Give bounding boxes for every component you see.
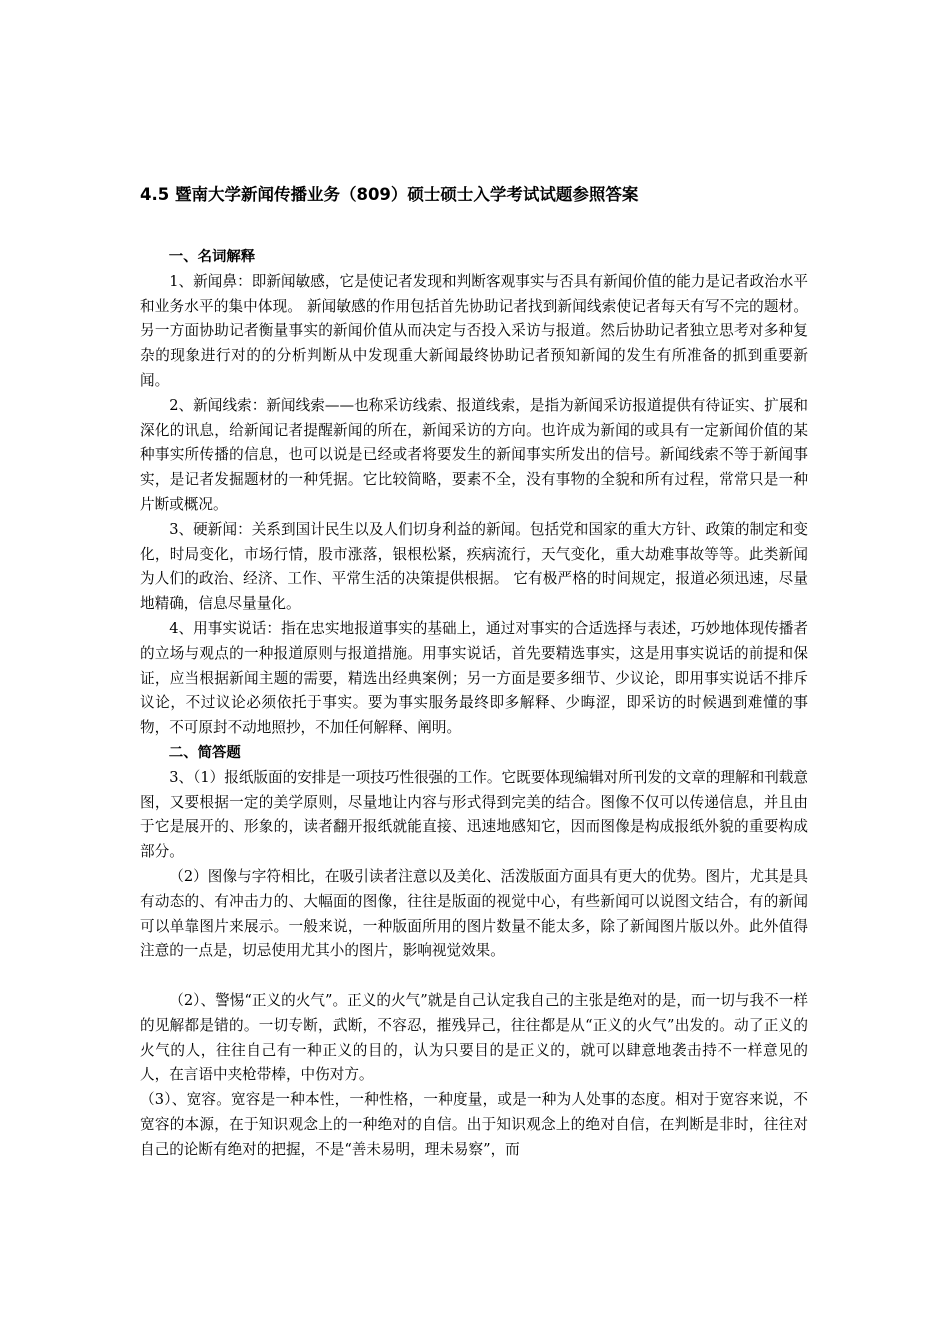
paragraph-facts-speak: 4、用事实说话：指在忠实地报道事实的基础上，通过对事实的合适选择与表述，巧妙地体现传播者的立场与观点的一种报道原则与报道措施。用事实说话，首先要精选事实，这是用事实说话的前提和保证，应当根据新闻主题的需要，精选出经典案例；另一方面是要多细节、少议论，即用事实说话不排斥议论，不过议论必须依托于事实。要为事实服务最终即多解释、少晦涩，即采访的时候遇到难懂的事物，不可原封不动地照抄，不加任何解释、阐明。: [140, 619, 808, 737]
paragraph-news-nose: 1、新闻鼻：即新闻敏感，它是使记者发现和判断客观事实与否具有新闻价值的能力是记者政治水平和业务水平的集中体现。 新闻敏感的作用包括首先协助记者找到新闻线索使记者每天有写不完的题材。另一方面协助记者衡量事实的新闻价值从而决定与否投入采访与报道。然后协助记者独立思考对多种复杂的现象进行对的的分析判断从中发现重大新闻最终协助记者预知新闻的发生有所准备的抓到重要新闻。: [140, 272, 808, 389]
section-heading-terms: 一、名词解释: [168, 249, 256, 265]
paragraph-tolerance: （3）、宽容。宽容是一种本性，一种性格，一种度量，或是一种为人处事的态度。相对于宽容来说，不宽容的本源，在于知识观念上的一种绝对的自信。出于知识观念上的绝对自信，在判断是非时，往往对自己的论断有绝对的把握，不是“善未易明，理未易察”，而: [140, 1091, 808, 1158]
page-title: 4.5 暨南大学新闻传播业务（809）硕士硕士入学考试试题参照答案: [140, 185, 639, 204]
section-heading-short-answer: 二、简答题: [168, 744, 241, 761]
paragraph-layout-2: （2）图像与字符相比，在吸引读者注意以及美化、活泼版面方面具有更大的优势。图片，尤其是具有动态的、有冲击力的、大幅面的图像，往往是版面的视觉中心，有些新闻可以说图文结合，有的新闻可以单靠图片来展示。一般来说，一种版面所用的图片数量不能太多，除了新闻图片版以外。此外值得注意的一点是，切忌使用尤其小的图片，影响视觉效果。: [140, 867, 808, 960]
paragraph-news-clue: 2、新闻线索：新闻线索——也称采访线索、报道线索，是指为新闻采访报道提供有待证实、扩展和深化的讯息，给新闻记者提醒新闻的所在，新闻采访的方向。也许成为新闻的或具有一定新闻价值的某种事实所传播的信息，也可以说是已经或者将要发生的新闻事实所发出的信号。新闻线索不等于新闻事实，是记者发掘题材的一种凭据。它比较简略，要素不全，没有事物的全貌和所有过程，常常只是一种片断或概况。: [140, 396, 808, 513]
blank-line: [140, 964, 808, 989]
paragraph-righteous-anger: （2）、警惕“正义的火气”。正义的火气”就是自己认定我自己的主张是绝对的是，而一切与我不一样的见解都是错的。一切专断，武断，不容忍，摧残异己，往往都是从“正义的火气”出发的。动了正义的火气的人，往往自己有一种正义的目的，认为只要目的是正义的，就可以肆意地袭击持不一样意见的人，在言语中夹枪带棒，中伤对方。: [140, 991, 808, 1084]
paragraph-layout-1: 3、（1）报纸版面的安排是一项技巧性很强的工作。它既要体现编辑对所刊发的文章的理解和刊载意图，又要根据一定的美学原则，尽量地让内容与形式得到完美的结合。图像不仅可以传递信息，并且由于它是展开的、形象的，读者翻开报纸就能直接、迅速地感知它，因而图像是构成报纸外貌的重要构成部分。: [140, 768, 808, 861]
document-body: [140, 245, 808, 1162]
paragraph-hard-news: 3、硬新闻：关系到国计民生以及人们切身利益的新闻。包括党和国家的重大方针、政策的制定和变化，时局变化，市场行情，股市涨落，银根松紧，疾病流行，天气变化，重大劫难事故等等。此类新闻为人们的政治、经济、工作、平常生活的决策提供根据。 它有极严格的时间规定，报道必须迅速，尽量地精确，信息尽量量化。: [140, 520, 808, 613]
